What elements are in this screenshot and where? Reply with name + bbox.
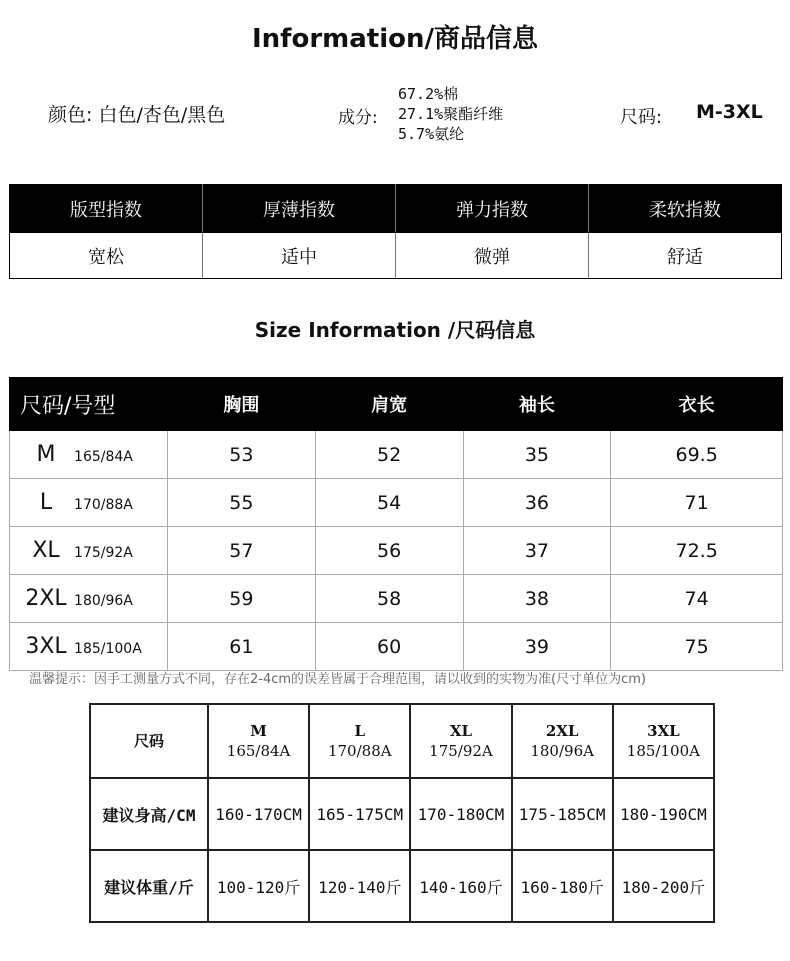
size-spec: 165/84A (74, 449, 133, 465)
rec-size-code: M (250, 722, 267, 740)
composition-item: 5.7%氨纶 (398, 125, 465, 143)
rec-height-value: 165-175CM (309, 778, 410, 850)
index-header: 弹力指数 (396, 185, 589, 233)
chest-value: 61 (168, 623, 316, 671)
index-table (9, 184, 782, 279)
color-options: 颜色: 白色/杏色/黑色 (48, 104, 226, 126)
sleeve-value: 38 (463, 575, 611, 623)
rec-size-cell (613, 704, 714, 778)
index-value: 宽松 (10, 233, 203, 279)
size-code: 2XL (25, 586, 67, 611)
rec-height-value: 175-185CM (512, 778, 613, 850)
size-spec: 180/96A (74, 593, 133, 609)
table-row (10, 431, 783, 479)
composition-item: 27.1%聚酯纤维 (398, 105, 504, 123)
rec-weight-label: 建议体重/斤 (90, 850, 208, 922)
index-header: 版型指数 (10, 185, 203, 233)
size-header: 袖长 (463, 378, 611, 431)
size-cell (10, 431, 168, 479)
table-row (10, 575, 783, 623)
rec-size-cell (410, 704, 511, 778)
rec-size-code: L (354, 722, 366, 740)
index-header: 厚薄指数 (203, 185, 396, 233)
table-row (10, 527, 783, 575)
size-code: XL (32, 538, 60, 563)
rec-size-spec: 185/100A (626, 742, 700, 760)
table-row (90, 778, 714, 850)
size-range-value: M-3XL (696, 101, 763, 123)
size-range-label: 尺码: (620, 107, 663, 128)
size-header: 衣长 (611, 378, 783, 431)
index-value: 舒适 (589, 233, 782, 279)
size-cell (10, 479, 168, 527)
length-value: 72.5 (611, 527, 783, 575)
size-cell (10, 527, 168, 575)
table-row (10, 623, 783, 671)
table-row (10, 479, 783, 527)
size-header: 肩宽 (315, 378, 463, 431)
size-code: 3XL (25, 634, 67, 659)
rec-weight-value: 100-120斤 (208, 850, 309, 922)
index-header: 柔软指数 (589, 185, 782, 233)
index-value: 适中 (203, 233, 396, 279)
size-section-title: Size Information /尺码信息 (254, 318, 536, 342)
rec-height-value: 180-190CM (613, 778, 714, 850)
size-header: 胸围 (168, 378, 316, 431)
chest-value: 59 (168, 575, 316, 623)
shoulder-value: 58 (315, 575, 463, 623)
sleeve-value: 39 (463, 623, 611, 671)
rec-height-value: 160-170CM (208, 778, 309, 850)
length-value: 74 (611, 575, 783, 623)
rec-size-spec: 180/96A (530, 742, 594, 760)
length-value: 71 (611, 479, 783, 527)
size-header: 尺码/号型 (10, 378, 168, 431)
size-spec: 175/92A (74, 545, 133, 561)
composition-list (398, 84, 503, 144)
page-title: Information/商品信息 (251, 24, 539, 54)
size-spec: 185/100A (74, 641, 142, 657)
rec-size-spec: 170/88A (327, 742, 392, 760)
rec-size-code: XL (449, 722, 473, 740)
rec-size-code: 2XL (545, 722, 579, 740)
size-code: L (39, 490, 53, 515)
rec-weight-value: 140-160斤 (410, 850, 511, 922)
sleeve-value: 37 (463, 527, 611, 575)
recommendation-table (89, 703, 715, 923)
shoulder-value: 52 (315, 431, 463, 479)
index-value: 微弹 (396, 233, 589, 279)
rec-size-cell (512, 704, 613, 778)
rec-size-cell (208, 704, 309, 778)
chest-value: 55 (168, 479, 316, 527)
shoulder-value: 54 (315, 479, 463, 527)
measurement-note: 温馨提示：因手工测量方式不同，存在2-4cm的误差皆属于合理范围，请以收到的实物为准(尺寸单位为cm) (29, 672, 646, 687)
rec-size-spec: 175/92A (429, 742, 493, 760)
size-table (9, 377, 783, 671)
size-cell (10, 623, 168, 671)
sleeve-value: 35 (463, 431, 611, 479)
chest-value: 57 (168, 527, 316, 575)
rec-weight-value: 160-180斤 (512, 850, 613, 922)
rec-size-code: 3XL (647, 722, 680, 740)
size-spec: 170/88A (74, 497, 133, 513)
size-cell (10, 575, 168, 623)
length-value: 75 (611, 623, 783, 671)
shoulder-value: 56 (315, 527, 463, 575)
rec-size-spec: 165/84A (226, 742, 291, 760)
composition-label: 成分: (338, 108, 378, 128)
rec-header-label: 尺码 (90, 704, 208, 778)
size-code: M (36, 442, 56, 467)
rec-height-value: 170-180CM (410, 778, 511, 850)
rec-size-cell (309, 704, 410, 778)
rec-height-label: 建议身高/CM (90, 778, 208, 850)
length-value: 69.5 (611, 431, 783, 479)
sleeve-value: 36 (463, 479, 611, 527)
table-row (90, 850, 714, 922)
chest-value: 53 (168, 431, 316, 479)
rec-weight-value: 120-140斤 (309, 850, 410, 922)
composition-item: 67.2%棉 (398, 85, 459, 103)
rec-weight-value: 180-200斤 (613, 850, 714, 922)
shoulder-value: 60 (315, 623, 463, 671)
